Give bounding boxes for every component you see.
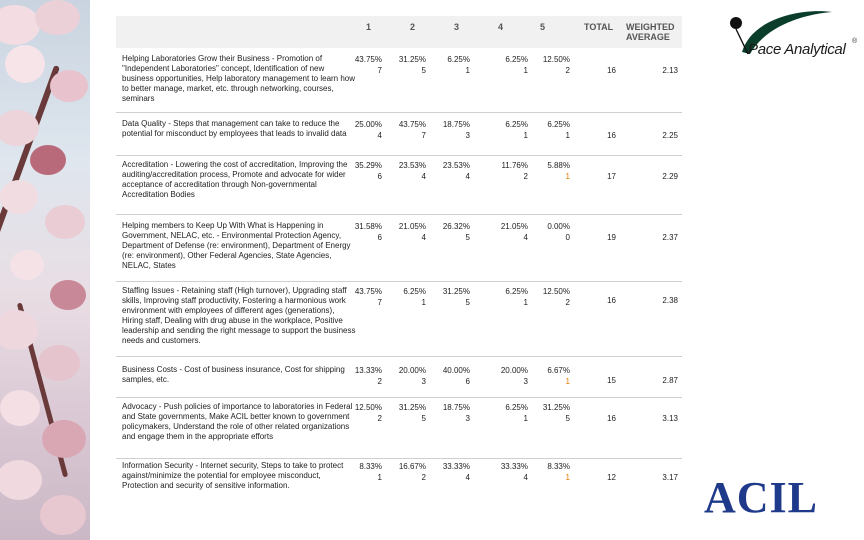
row-description: Helping members to Keep Up With What is Happening in Government, NELAC, etc. - Environmental Protection Agency, Department of Defense (re: environment), Department of Energy (re: environment), Other Federal Agencies, State Agencies, NELAC, States [122,221,351,270]
table-row [116,459,682,507]
cell-5: 12.50% 2 [542,287,570,307]
cell-weighted-average: 2.29 [662,172,678,181]
cherry-blossom-photo [0,0,90,540]
cell-5: 6.67% 1 [547,366,570,386]
cell-total: 16 [607,131,616,140]
table-row [116,357,682,398]
cell-5: 5.88% 1 [547,161,570,181]
cell-5: 8.33% 1 [547,462,570,482]
cell-1: 12.50% 2 [354,403,382,423]
cell-1: 35.29% 6 [354,161,382,181]
row-description: Information Security - Internet security, Steps to take to protect against/minimize the potential for employee misconduct, Protection and security of sensitive information. [122,461,344,490]
cell-total: 16 [607,296,616,305]
cell-2: 31.25% 5 [398,55,426,75]
survey-results-table [116,16,682,508]
pace-swoosh-icon [712,8,858,72]
cell-weighted-average: 2.87 [662,376,678,385]
table-row [116,282,682,357]
row-description: Helping Laboratories Grow their Business - Promotion of "Independent Laboratories" concept, Identification of new business opportunities, Help laboratory management to learn how to better manage, market, etc. through networking, courses, seminars [122,54,356,103]
cell-2: 6.25% 1 [403,287,426,307]
cell-3: 18.75% 3 [442,120,470,140]
cell-weighted-average: 3.13 [662,414,678,423]
col-header-1: 1 [366,22,372,32]
cell-4: 6.25% 1 [505,55,528,75]
cell-total: 12 [607,473,616,482]
table-row [116,113,682,156]
cell-4: 6.25% 1 [505,287,528,307]
cell-3: 18.75% 3 [442,403,470,423]
cell-3: 23.53% 4 [442,161,470,181]
cell-2: 23.53% 4 [398,161,426,181]
row-description: Data Quality - Steps that management can take to reduce the potential for misconduct by employees that leads to invalid data [122,119,347,138]
cell-2: 20.00% 3 [398,366,426,386]
cell-weighted-average: 2.25 [662,131,678,140]
cell-3: 33.33% 4 [442,462,470,482]
cell-total: 19 [607,233,616,242]
cell-3: 26.32% 5 [442,222,470,242]
cell-1: 43.75% 7 [354,55,382,75]
cell-total: 15 [607,376,616,385]
cell-1: 43.75% 7 [354,287,382,307]
table-row [116,215,682,282]
cell-3: 6.25% 1 [447,55,470,75]
cell-total: 17 [607,172,616,181]
row-description: Advocacy - Push policies of importance to laboratories in Federal and State governments, Make ACIL better known to government policymakers, Understand the role of other related organizations and engage them in the appropriate efforts [122,402,353,441]
cell-4: 33.33% 4 [500,462,528,482]
cell-4: 6.25% 1 [505,403,528,423]
cell-2: 31.25% 5 [398,403,426,423]
cell-4: 11.76% 2 [501,161,528,181]
col-header-4: 4 [498,22,504,32]
cell-5: 12.50% 2 [542,55,570,75]
table-row [116,156,682,215]
cell-2: 21.05% 4 [398,222,426,242]
cell-2: 16.67% 2 [398,462,426,482]
row-description: Business Costs - Cost of business insurance, Cost for shipping samples, etc. [122,365,345,384]
cell-2: 43.75% 7 [398,120,426,140]
cell-4: 20.00% 3 [500,366,528,386]
registered-mark: ® [852,38,858,45]
cell-weighted-average: 2.38 [662,296,678,305]
cell-total: 16 [607,414,616,423]
cell-total: 16 [607,66,616,75]
cell-5: 0.00% 0 [547,222,570,242]
table-header [116,16,682,48]
cell-4: 6.25% 1 [505,120,528,140]
col-header-weighted-average: WEIGHTED AVERAGE [626,22,675,42]
cell-weighted-average: 2.13 [662,66,678,75]
row-description: Staffing Issues - Retaining staff (High turnover), Upgrading staff skills, Improving staff productivity, Fostering a harmonious work environment with employees of different ages (generations), Hiring staff, Dealing with drug abuse in the workplace, Positive leadership and sending the right message to support the business needs and customers. [122,286,356,345]
col-header-5: 5 [540,22,546,32]
cell-5: 31.25% 5 [542,403,570,423]
col-header-3: 3 [454,22,460,32]
cell-3: 40.00% 6 [442,366,470,386]
col-header-total: TOTAL [584,22,614,32]
acil-logo: ACIL [704,473,819,522]
cell-1: 31.58% 6 [354,222,382,242]
cell-1: 8.33% 1 [359,462,382,482]
cell-1: 13.33% 2 [354,366,382,386]
cell-weighted-average: 2.37 [662,233,678,242]
table-row [116,398,682,459]
cell-3: 31.25% 5 [442,287,470,307]
row-description: Accreditation - Lowering the cost of accreditation, Improving the auditing/accreditation process, Promote and advocate for wider acceptance of accreditation through Non-governmental Accreditation Bodies [122,160,348,199]
cell-4: 21.05% 4 [500,222,528,242]
cell-1: 25.00% 4 [354,120,382,140]
table-row [116,48,682,113]
cell-5: 6.25% 1 [547,120,570,140]
pace-analytical-wordmark: Pace Analytical [748,41,846,58]
col-header-2: 2 [410,22,416,32]
pace-analytical-logo [712,8,858,72]
cell-weighted-average: 3.17 [662,473,678,482]
